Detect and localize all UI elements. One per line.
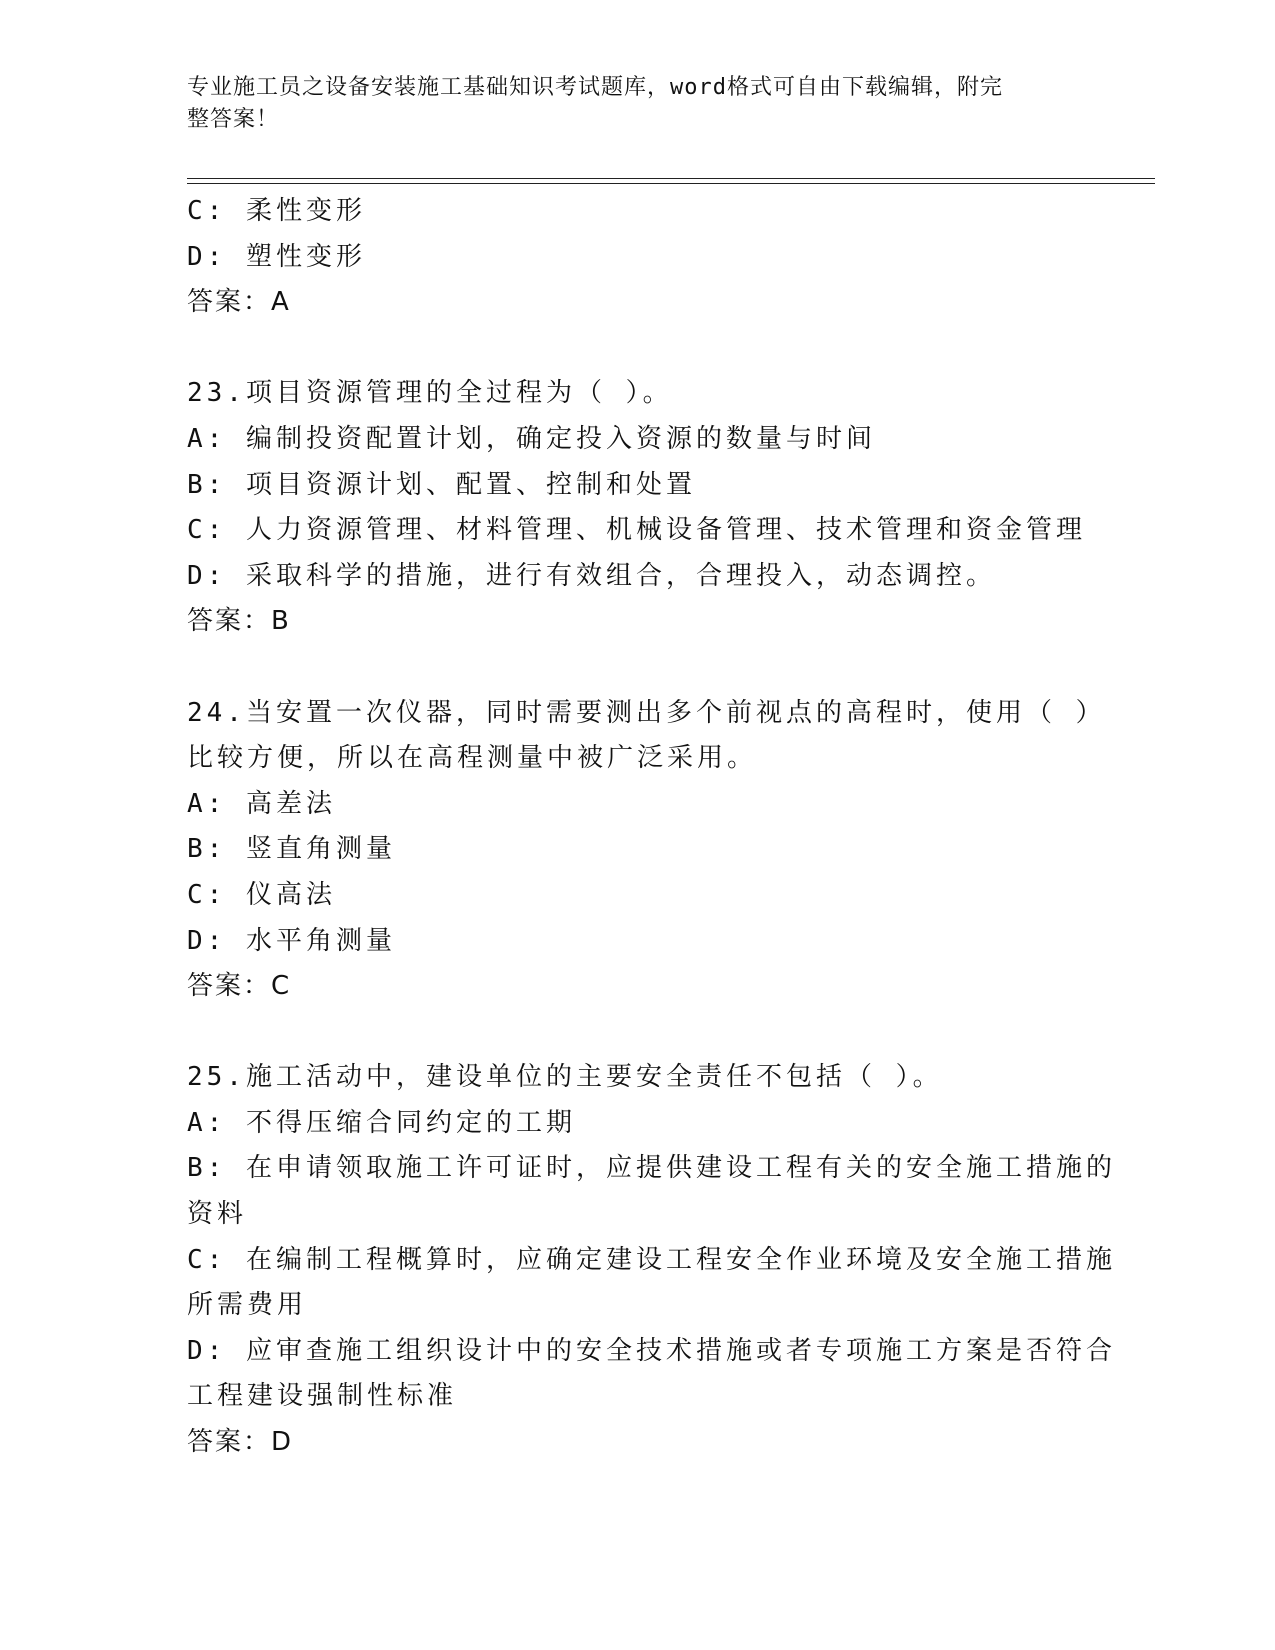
answer: 答案：B — [187, 606, 291, 637]
option-c: C: 仪高法 — [187, 879, 336, 910]
option-b: B: 竖直角测量 — [187, 834, 396, 865]
answer: 答案：C — [187, 971, 292, 1002]
question-stem: 23.项目资源管理的全过程为（ ）。 — [187, 378, 673, 409]
header-divider-bottom — [187, 183, 1155, 184]
answer: 答案：A — [187, 287, 291, 318]
spacer — [187, 1010, 1087, 1056]
question-block-25 — [187, 1055, 1116, 1465]
spacer — [187, 326, 1087, 372]
option-c: C: 柔性变形 — [187, 196, 366, 226]
option-c-continued: 所需费用 — [187, 1290, 308, 1321]
option-b: B: 项目资源计划、配置、控制和处置 — [187, 469, 696, 500]
option-d: D: 采取科学的措施，进行有效组合，合理投入，动态调控。 — [187, 560, 996, 591]
option-b: B: 在申请领取施工许可证时，应提供建设工程有关的安全施工措施的 — [187, 1153, 1116, 1184]
option-d: D: 水平角测量 — [187, 925, 396, 956]
document-header — [187, 72, 1067, 136]
question-block-23 — [187, 371, 1087, 645]
option-a: A: 不得压缩合同约定的工期 — [187, 1107, 576, 1138]
header-line-1: 专业施工员之设备安装施工基础知识考试题库，word格式可自由下载编辑，附完 — [187, 75, 1003, 100]
option-b-continued: 资料 — [187, 1199, 248, 1230]
option-d-continued: 工程建设强制性标准 — [187, 1381, 458, 1412]
option-c: C: 在编制工程概算时，应确定建设工程安全作业环境及安全施工措施 — [187, 1244, 1116, 1275]
answer: 答案：D — [187, 1427, 294, 1458]
option-a: A: 编制投资配置计划，确定投入资源的数量与时间 — [187, 423, 876, 454]
option-c: C: 人力资源管理、材料管理、机械设备管理、技术管理和资金管理 — [187, 515, 1086, 546]
question-stem: 25.施工活动中，建设单位的主要安全责任不包括（ ）。 — [187, 1062, 943, 1093]
question-stem-continued: 比较方便，所以在高程测量中被广泛采用。 — [187, 743, 758, 774]
question-block-22 — [187, 189, 1087, 326]
header-line-2: 整答案！ — [187, 107, 280, 132]
question-block-24 — [187, 691, 1106, 1010]
question-content — [187, 189, 1116, 1466]
option-a: A: 高差法 — [187, 788, 336, 819]
header-divider-top — [187, 178, 1155, 179]
option-d: D: 应审查施工组织设计中的安全技术措施或者专项施工方案是否符合 — [187, 1335, 1116, 1366]
option-d: D: 塑性变形 — [187, 241, 366, 272]
spacer — [187, 645, 1087, 691]
question-stem: 24.当安置一次仪器，同时需要测出多个前视点的高程时，使用（ ） — [187, 697, 1106, 728]
